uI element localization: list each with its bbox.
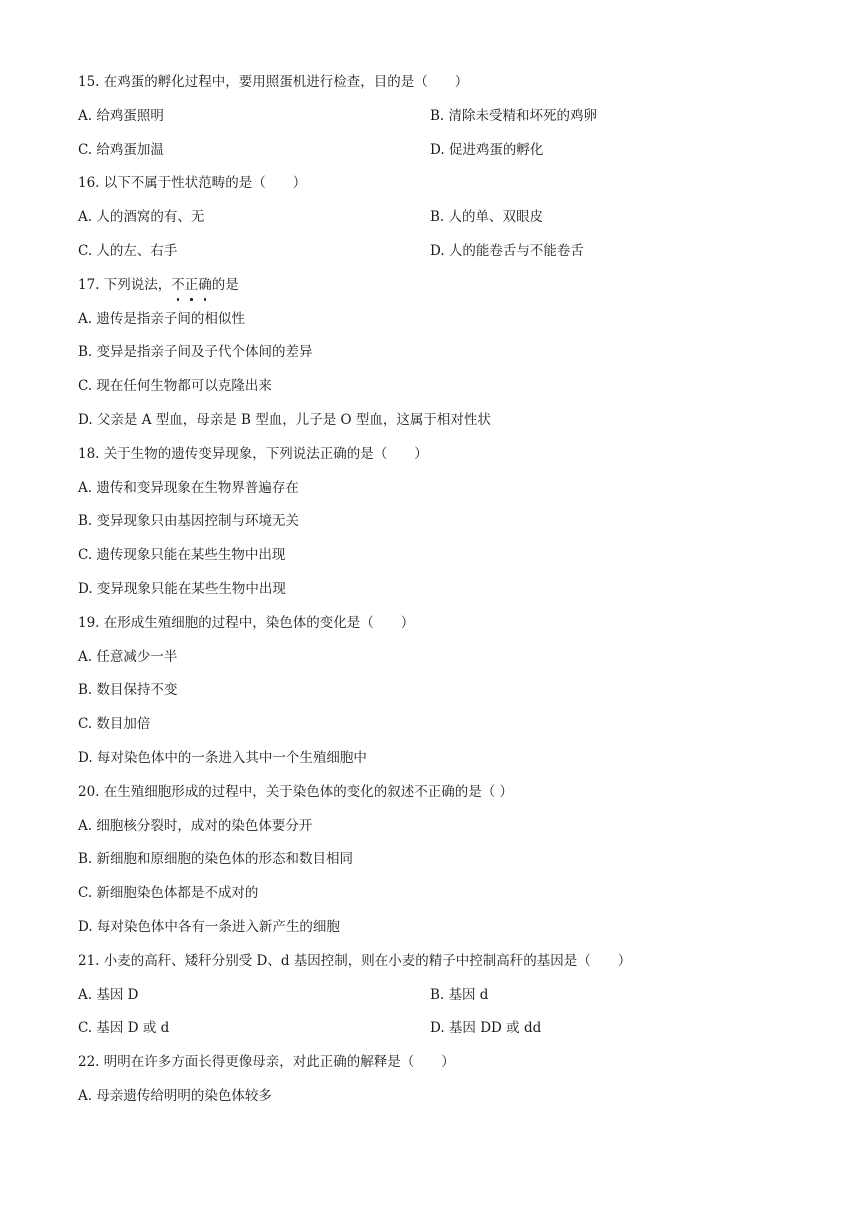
question-15-options-row-1 — [78, 106, 798, 140]
option-a: A. 基因 D — [78, 986, 139, 1003]
question-20-option-b — [78, 849, 798, 883]
question-text: 15. 在鸡蛋的孵化过程中，要用照蛋机进行检查，目的是（ ） — [78, 74, 469, 90]
question-text: 22. 明明在许多方面长得更像母亲，对此正确的解释是（ ） — [78, 1054, 455, 1071]
option-c: C. 数目加倍 — [78, 716, 151, 733]
option-d: D. 每对染色体中各有一条进入新产生的细胞 — [78, 918, 340, 935]
option-c: C. 新细胞染色体都是不成对的 — [78, 885, 259, 902]
question-16-stem — [78, 173, 798, 207]
question-18-option-c — [78, 545, 798, 579]
question-text: 19. 在形成生殖细胞的过程中，染色体的变化是（ ） — [78, 614, 415, 631]
option-b: B. 变异现象只由基因控制与环境无关 — [78, 513, 300, 530]
option-c: C. 基因 D 或 d — [78, 1020, 170, 1037]
emphasis-char: 确 — [198, 276, 212, 293]
question-16-options-row-1 — [78, 207, 798, 241]
option-b: B. 变异是指亲子间及子代个体间的差异 — [78, 344, 313, 361]
question-15-stem — [78, 72, 798, 106]
question-19-stem — [78, 613, 798, 647]
question-22-stem — [78, 1052, 798, 1086]
option-a: A. 人的酒窝的有、无 — [78, 209, 205, 226]
question-19-option-b — [78, 680, 798, 714]
question-21-options-row-2 — [78, 1018, 798, 1052]
option-b: B. 基因 d — [430, 986, 489, 1003]
option-a: A. 遗传和变异现象在生物界普遍存在 — [78, 479, 299, 496]
question-text: 18. 关于生物的遗传变异现象，下列说法正确的是（ ） — [78, 445, 428, 462]
question-19-option-a — [78, 647, 798, 681]
option-b: B. 新细胞和原细胞的染色体的形态和数目相同 — [78, 851, 354, 868]
question-17-option-a — [78, 309, 798, 343]
question-20-option-d — [78, 917, 798, 951]
option-b: B. 人的单、双眼皮 — [430, 209, 544, 226]
question-19-option-d — [78, 748, 798, 782]
option-a: A. 给鸡蛋照明 — [78, 107, 164, 124]
question-18-option-d — [78, 579, 798, 613]
option-b: B. 数目保持不变 — [78, 682, 178, 699]
question-22-option-a — [78, 1086, 798, 1120]
question-15-options-row-2 — [78, 140, 798, 174]
emphasis-char: 不 — [171, 276, 185, 293]
question-text-prefix: 17. 下列说法， — [78, 276, 172, 293]
question-18-option-a — [78, 478, 798, 512]
question-21-options-row-1 — [78, 985, 798, 1019]
option-a: A. 母亲遗传给明明的染色体较多 — [78, 1087, 272, 1104]
question-16-options-row-2 — [78, 241, 798, 275]
question-text: 21. 小麦的高秆、矮秆分别受 D、d 基因控制，则在小麦的精子中控制高秆的基因是（ ） — [78, 952, 632, 969]
question-17-option-c — [78, 376, 798, 410]
question-21-stem — [78, 951, 798, 985]
question-20-option-c — [78, 883, 798, 917]
option-d: D. 促进鸡蛋的孵化 — [430, 141, 544, 158]
question-list — [78, 72, 798, 1120]
question-19-option-c — [78, 714, 798, 748]
question-17-stem — [78, 275, 798, 309]
option-a: A. 细胞核分裂时，成对的染色体要分开 — [78, 817, 313, 834]
question-18-option-b — [78, 511, 798, 545]
option-d: D. 变异现象只能在某些生物中出现 — [78, 580, 286, 597]
option-d: D. 父亲是 A 型血，母亲是 B 型血，儿子是 O 型血，这属于相对性状 — [78, 411, 491, 428]
option-d: D. 人的能卷舌与不能卷舌 — [430, 242, 584, 259]
question-text-suffix: 的是 — [211, 276, 239, 293]
option-a: A. 遗传是指亲子间的相似性 — [78, 310, 245, 327]
option-a: A. 任意减少一半 — [78, 648, 178, 665]
option-c: C. 给鸡蛋加温 — [78, 141, 164, 158]
question-text: 16. 以下不属于性状范畴的是（ ） — [78, 175, 307, 192]
option-d: D. 基因 DD 或 dd — [430, 1020, 542, 1037]
question-20-option-a — [78, 816, 798, 850]
option-c: C. 现在任何生物都可以克隆出来 — [78, 378, 272, 395]
question-17-option-b — [78, 342, 798, 376]
option-c: C. 人的左、右手 — [78, 242, 178, 259]
question-20-stem — [78, 782, 798, 816]
option-b: B. 清除未受精和坏死的鸡卵 — [430, 107, 598, 124]
question-text: 20. 在生殖细胞形成的过程中，关于染色体的变化的叙述不正确的是（ ） — [78, 783, 514, 800]
emphasis-char: 正 — [184, 276, 199, 293]
question-17-option-d — [78, 410, 798, 444]
question-18-stem — [78, 444, 798, 478]
option-c: C. 遗传现象只能在某些生物中出现 — [78, 547, 286, 564]
option-d: D. 每对染色体中的一条进入其中一个生殖细胞中 — [78, 749, 367, 766]
